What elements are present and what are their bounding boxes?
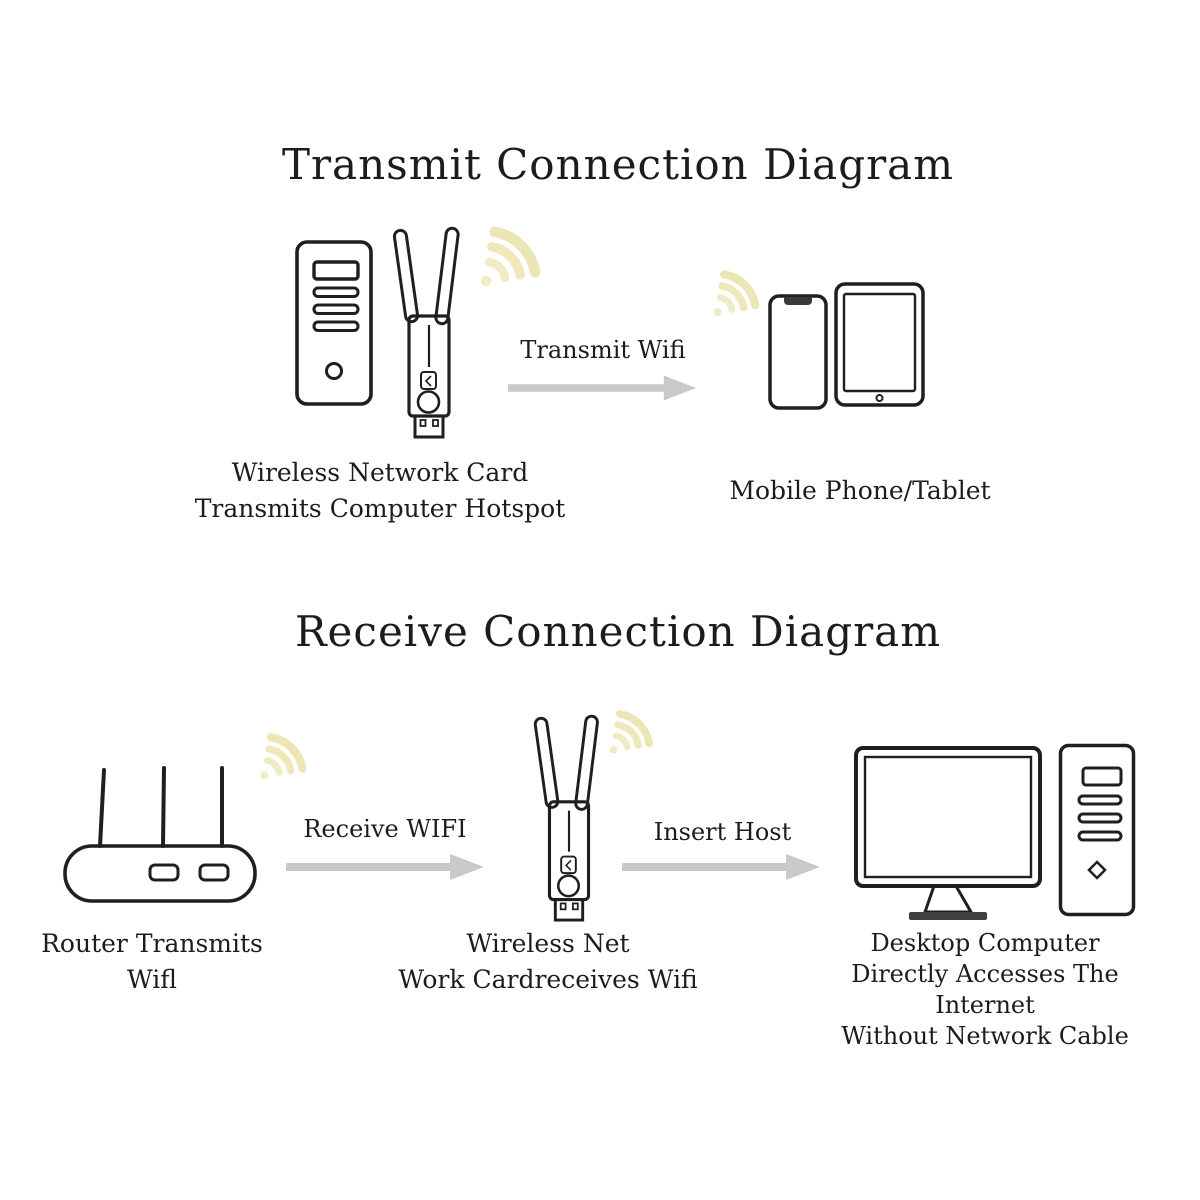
caption-line: Transmits Computer Hotspot xyxy=(194,494,566,523)
adapter-caption xyxy=(190,455,570,527)
receive-wifi-arrow-label: Receive WIFI xyxy=(303,815,467,843)
arrow-right-icon xyxy=(508,372,698,404)
wifi-signal-icon xyxy=(246,718,320,794)
router-caption xyxy=(26,926,278,998)
router-icon xyxy=(62,762,258,904)
caption-line: Without Network Cable xyxy=(841,1022,1129,1050)
desktop-tower-icon xyxy=(1057,742,1137,918)
caption-line: Mobile Phone/Tablet xyxy=(729,476,991,505)
caption-line: Wireless Network Card xyxy=(231,458,529,487)
insert-host-arrow-label: Insert Host xyxy=(653,818,792,846)
caption-line: Directly Accesses The Internet xyxy=(851,960,1119,1019)
computer-tower-icon xyxy=(293,238,375,408)
transmit-arrow-label: Transmit Wifi xyxy=(520,336,686,364)
receive-section-title: Receive Connection Diagram xyxy=(294,607,942,656)
mobile-tablet-caption xyxy=(710,473,1010,509)
tablet-icon xyxy=(833,281,926,408)
caption-line: Router Transmits Wifl xyxy=(41,929,263,994)
arrow-right-icon xyxy=(622,851,822,883)
desktop-caption xyxy=(820,928,1150,1052)
wifi-signal-icon xyxy=(699,254,773,332)
wifi-signal-icon xyxy=(462,207,558,305)
transmit-section-title: Transmit Connection Diagram xyxy=(281,140,955,189)
caption-line: Desktop Computer xyxy=(870,929,1100,957)
monitor-icon xyxy=(852,744,1044,932)
caption-line: Work Cardreceives Wifi xyxy=(398,965,698,994)
receive-adapter-caption xyxy=(397,926,699,998)
phone-icon xyxy=(767,293,829,411)
arrow-right-icon xyxy=(283,851,489,883)
caption-line: Wireless Net xyxy=(466,929,630,958)
wifi-signal-icon xyxy=(596,695,666,768)
